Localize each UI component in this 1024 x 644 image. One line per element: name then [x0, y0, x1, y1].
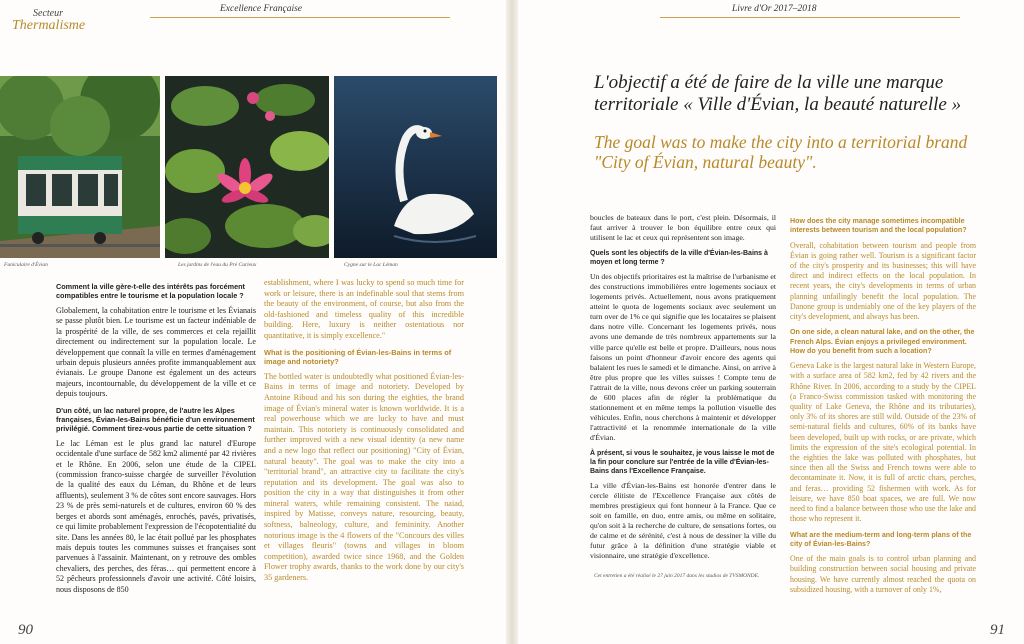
header-rule-left	[150, 17, 450, 18]
photo-caption-swan: Cygne sur le Lac Léman	[344, 262, 398, 268]
paragraph: La ville d'Évian-les-Bains est honorée d'entrer dans le cercle élitiste de l'Excellence Française aux côtés de membres prestigieux qui font honneur à la France. Que ce soit en famille, en duo, entre amis, ou même en solitaire, qu'on soit à la recherche de culture, de sensations fortes, ou de calme et de sérénité, c'est à nous de dessiner la ville du futur grâce à la définition d'une stratégie viable et visionnaire, une stratégie d'excellence.	[590, 481, 776, 561]
running-head-right: Livre d'Or 2017–2018	[732, 4, 817, 14]
page-number-left: 90	[18, 622, 33, 638]
question-heading: Comment la ville gère-t-elle des intérêts pas forcément compatibles entre le tourisme et la population locale ?	[56, 282, 245, 301]
swan-photo	[334, 76, 497, 258]
running-head-left: Excellence Française	[220, 4, 303, 14]
pull-quote-english: The goal was to make the city into a territorial brand "City of Évian, natural beauty".	[594, 132, 968, 172]
photo-caption-funicular: Funiculaire d'Évian	[4, 262, 48, 268]
photo-caption-water-lilies: Les jardins de l'eau du Pré Curieux	[178, 262, 257, 268]
pull-quote-french: L'objectif a été de faire de la ville une marque territoriale « Ville d'Évian, la beauté naturelle »	[594, 72, 962, 115]
column-french-right	[590, 213, 776, 567]
section-tag	[12, 8, 84, 34]
paragraph: One of the main goals is to control urban planning and building construction between social housing and private housing. We have currently almost reached the quota on subsidized housing, with a turnover of only 1%,	[790, 554, 976, 594]
question-heading: How does the city manage sometimes incompatible interests between tourism and the local population?	[790, 217, 967, 235]
paragraph: Un des objectifs prioritaires est la maîtrise de l'urbanisme et des constructions immobilières entre logements sociaux et logements privés. Actuellement, nous avons pratiquement atteint le quota de logements sociaux avec seulement un turn over de 1% ce qui signifie que les locataires se plaisent dans notre ville. Concernant les logements privés, nous avons une demande de très nombreux appartements sur la ville parce qu'elle est belle et propre. D'ailleurs, nous nous faisons un point d'honneur d'avoir encore des agents qui balaient les rues le samedi et le dimanche. Ainsi, on arrive à être plus propre que les villes suisses ! Compte tenu de l'attrait de la ville, nous devons créer un parking souterrain de 600 places afin de régler la problématique du stationnement et en même temps la pollution visuelle des véhicules. Enfin, nous cherchons à maintenir et développer l'attractivité et la renommée internationale de la ville d'Évian.	[590, 272, 776, 442]
water-lilies-photo	[165, 76, 329, 258]
paragraph: boucles de bateaux dans le port, c'est plein. Désormais, il faut arriver à trouver le bon équilibre entre ceux qui utilisent le lac et ceux qui représentent son image.	[590, 213, 776, 243]
section-tag-title: Thermalisme	[12, 18, 86, 33]
question-heading: D'un côté, un lac naturel propre, de l'autre les Alpes françaises, Évian-les-Bains bénéficie d'un environnement privilégié. Comment tirez-vous partie de cette situation ?	[56, 405, 255, 434]
question-heading: Quels sont les objectifs de la ville d'Évian-les-Bains à moyen et long terme ?	[590, 250, 768, 267]
section-tag-small: Secteur	[33, 8, 63, 19]
page-number-right: 91	[990, 622, 1005, 638]
column-french-left	[56, 278, 256, 601]
paragraph: Overall, cohabitation between tourism and people from Évian is going rather well. Tourism is a significant factor of the city's prosperity and its businesses; this will have direct and indirect effects on the local population. In recent years, the city's developments in terms of urban planning unfailingly benefit the local population. The Danone group is undeniably one of the key players of the city's development, and always has been.	[790, 240, 976, 322]
column-english-left	[264, 278, 464, 590]
column-english-right	[790, 213, 976, 601]
paragraph: Le lac Léman est le plus grand lac naturel d'Europe occidentale d'une surface de 582 km2 alimenté par 42 rivières et le Rhône. En 2006, selon une étude de la CIPEL (commission franco-suisse chargée de surveiller l'évolution de la qualité des eaux du Léman, du Rhône et de leurs affluents), seulement 3 % de côtes sont encore sauvages. Hors 23 % de près semi-naturels et de cultures, environ 60 % des berges et abords sont aménagés, enrochés, pavés, privatisés, ce qui limite probablement l'expression de l'écopotentialité du site. Dans les années 80, le lac était pollué par les phosphates mais depuis toutes les communes suisses et françaises sont parvenues à l'assainir. Maintenant, on y retrouve des ombles chevaliers, des perches, des féras… qui permettent encore à 52 pêcheurs professionnels d'avoir une activité. Côté loisirs, nous disposons de 850	[56, 438, 256, 594]
funicular-photo	[0, 76, 160, 258]
page-gutter	[506, 0, 518, 644]
question-heading: À présent, si vous le souhaitez, je vous laisse le mot de la fin pour conclure sur l'entrée de la ville d'Évian-les-Bains dans l'Excellence Française.	[590, 449, 775, 475]
question-heading: What is the positioning of Évian-les-Bains in terms of image and notoriety?	[264, 347, 452, 367]
paragraph: establishment, where I was lucky to spend so much time for work or leisure, there is an indefinable soul that stems from the beauty of the environment, of course, but also from the old-fashioned and timeless quality of this incredible building. Here, luxury is neither ostentatious nor quantitative, it is simply excellence."	[264, 278, 464, 340]
paragraph: Geneva Lake is the largest natural lake in Western Europe, with a surface area of 582 km2, fed by 42 rivers and the Rhône River. In 2006, according to a study by the CIPEL (a Franco-Swiss commission tasked with monitoring the quality of Lake Geneva, the Rhône and its tributaries), only 3% of its shores are still wild. Outside of the 23% of semi-natural fields and cultures, 60% of its banks have been developed, built up with rocks, or are private, which limits the expression of the site's ecological potential. In the eighties the lake was polluted with phosphates, but since then all the Swiss and French towns were able to decontaminate it. Now, it is full of arctic chars, perches, and feras… providing 52 fishermen with work. As for leisure, we have 850 boat spaces, we are full. We now need to find a balance between those who use the lake and those who represent it.	[790, 361, 976, 524]
question-heading: What are the medium-term and long-term plans of the city of Évian-les-Bains?	[790, 530, 972, 548]
paragraph: Globalement, la cohabitation entre le tourisme et les Évianais se passe plutôt bien. Le tourisme est un facteur indéniable de la prospérité de la ville, de ses commerces et cela rejaillit directement ou indirectement sur la population locale. Le développement que connaît la ville en termes d'aménagement urbain depuis plusieurs années profite immanquablement aux évianais. Le groupe Danone est également un des acteurs majeurs, incontournable, du développement de la ville et ce depuis toujours.	[56, 305, 256, 399]
interview-note: Cet entretien a été réalisé le 27 juin 2017 dans les studios de TVSMONDE.	[594, 573, 760, 579]
paragraph: The bottled water is undoubtedly what positioned Évian-les-Bains in terms of image and notoriety. Developed by Antoine Riboud and his son during the eighties, the brand image of Évian's mineral water is known worldwide. It is a real powerhouse which we are lucky to have and must maintain. This notoriety is continuously consolidated and further improved with a new visual identity (a new name and a new logo that reflect our positioning) "City of Évian, natural beauty". The goal was to make the city into a "territorial brand", an attractive city to facilitate the city's reputation and its development. The goal was also to position the city in a way that distinguishes it from other mineral waters, while remaining consistent. The naiad, inspired by Matisse, conveys nature, resourcing, beauty, softness, balneology, culture, and femininity. Another notorious image is the 4 flowers of the "Concours des villes et villages fleuris" (towns and villages in bloom competition), awarded twice since 1968, and the Golden Flower trophy awards, thanks to the work done by our city's 35 gardeners.	[264, 371, 464, 583]
question-heading: On one side, a clean natural lake, and on the other, the French Alps. Évian enjoys a privileged environment. How do you benefit from such a location?	[790, 328, 975, 355]
header-rule-right	[660, 17, 960, 18]
